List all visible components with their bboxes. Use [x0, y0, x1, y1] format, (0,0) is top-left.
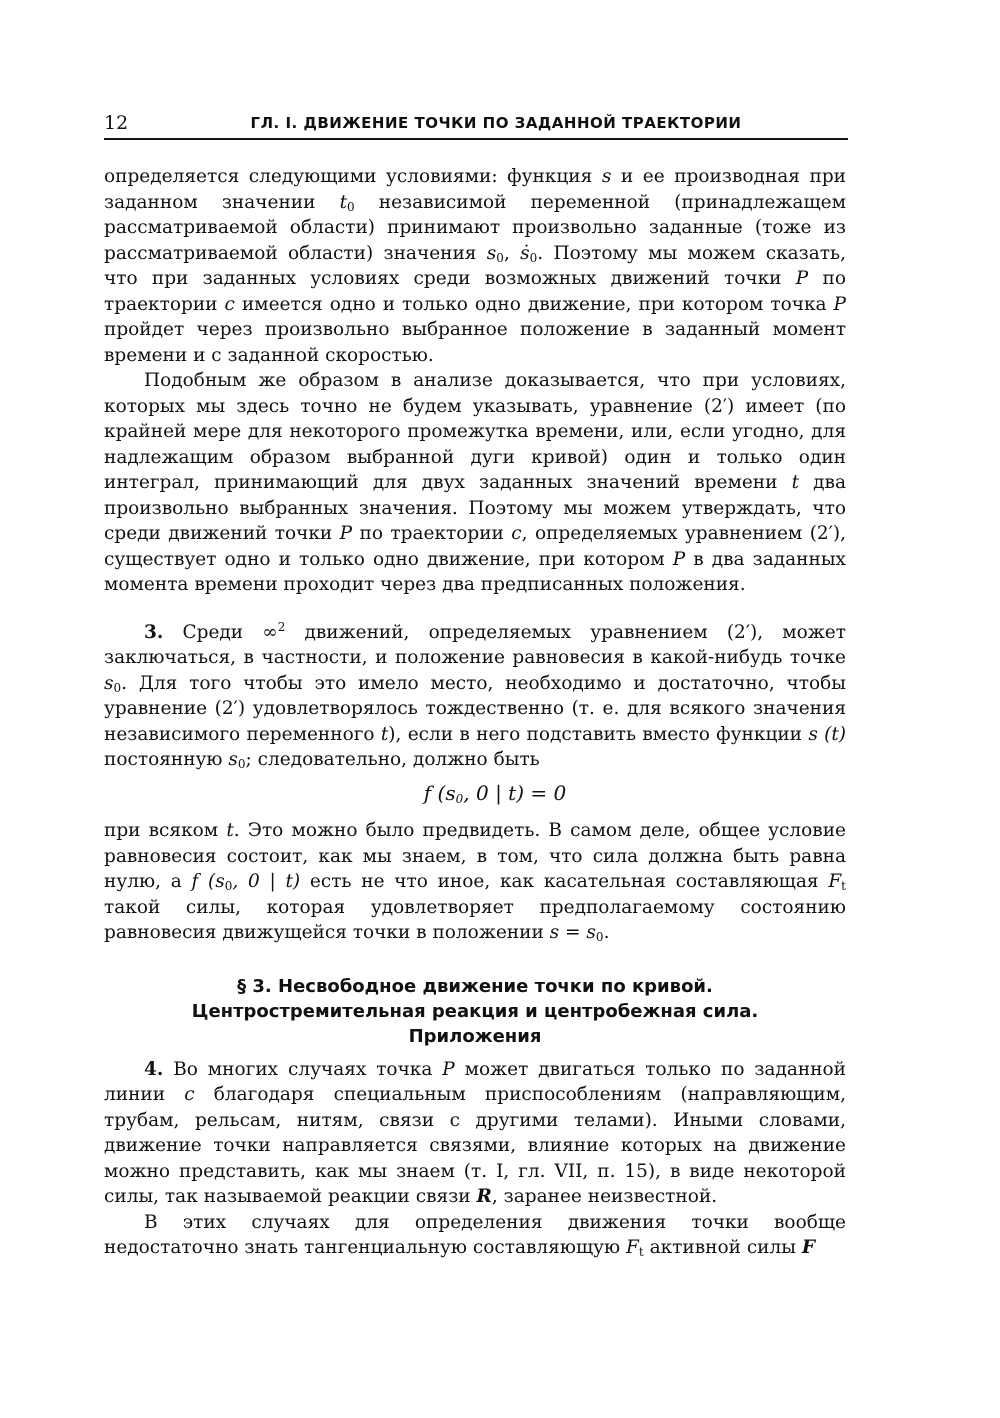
paragraph-4: при всяком t. Это можно было предвидеть. В самом деле, общее условие равновесия состоит, как мы знаем, в том, что сила должна быть равна нулю, а f ($s_0$, 0 | t) есть не что иное, как касательная составляющая $F_t$ такой силы, которая удовлетворяет предполагаемому состоянию равновесия движущейся точки в положении $s = s_0$.: [104, 820, 846, 944]
section-heading-line-1: § 3. Несвободное движение точки по кривой.: [237, 975, 713, 997]
paragraph-2: Подобным же образом в анализе доказывается, что при условиях, которых мы здесь точно не будем указывать, уравнение (2′) имеет (по крайней мере для некоторого промежутка времени, или, если угодно, для надлежащим образом выбранной дуги кривой) один и только один интеграл, принимающий для двух заданных значений времени t два произвольно выбранных значения. Поэтому мы можем утверждать, что среди движений точки P по траектории c, определяемых уравнением (2′), существует одно и только одно движение, при котором P в два заданных момента времени проходит через два предписанных положения.: [104, 370, 847, 595]
paragraph-5: 4. Во многих случаях точка P может двигаться только по заданной линии c благодаря специальным приспособлениям (направляющим, трубам, рельсам, нитям, связи с другими телами). Иными словами, движение точки направляется связями, влияние которых на движение можно представить, как мы знаем (т. I, гл. VII, п. 15), в виде некоторой силы, так называемой реакции связи R, заранее неизвестной.: [104, 1058, 846, 1207]
paragraph-1: определяется следующими условиями: функция s и ее производная при заданном значении $t_0$ независимой переменной (принадлежащем рассматриваемой области) принимают произвольно заданные (тоже из рассматриваемой области) значения $s_0$, ṡ$_0$. Поэтому мы можем сказать, что при заданных условиях среди возможных движений точки P по траектории c имеется одно и только одно движение, при котором точка P пройдет через произвольно выбранное положение в заданный момент времени и с заданной скоростью.: [104, 166, 846, 366]
paragraph-6: В этих случаях для определения движения точки вообще недостаточно знать тангенциальную составляющую $F_t$ активной силы F: [104, 1211, 846, 1259]
running-head: ГЛ. I. ДВИЖЕНИЕ ТОЧКИ ПО ЗАДАННОЙ ТРАЕКТОРИИ: [250, 114, 742, 132]
page-number: 12: [104, 112, 129, 134]
section-heading-line-2: Центростремительная реакция и центробежная сила.: [191, 1000, 759, 1022]
section-heading-line-3: Приложения: [408, 1025, 542, 1047]
equation: f ($s_0$, 0 | t) = 0: [423, 780, 567, 806]
section-heading: [104, 974, 846, 1049]
paragraph-3: 3. Среди ∞$^2$ движений, определяемых уравнением (2′), может заключаться, в частности, и положение равновесия в какой-нибудь точке $s_0$. Для того чтобы это имело место, необходимо и достаточно, чтобы уравнение (2′) удовлетворялось тождественно (т. е. для всякого значения независимого переменного t), если в него подставить вместо функции s (t) постоянную $s_0$; следовательно, должно быть: [104, 619, 846, 771]
page-body: [104, 164, 846, 1261]
page-header: [104, 112, 848, 140]
